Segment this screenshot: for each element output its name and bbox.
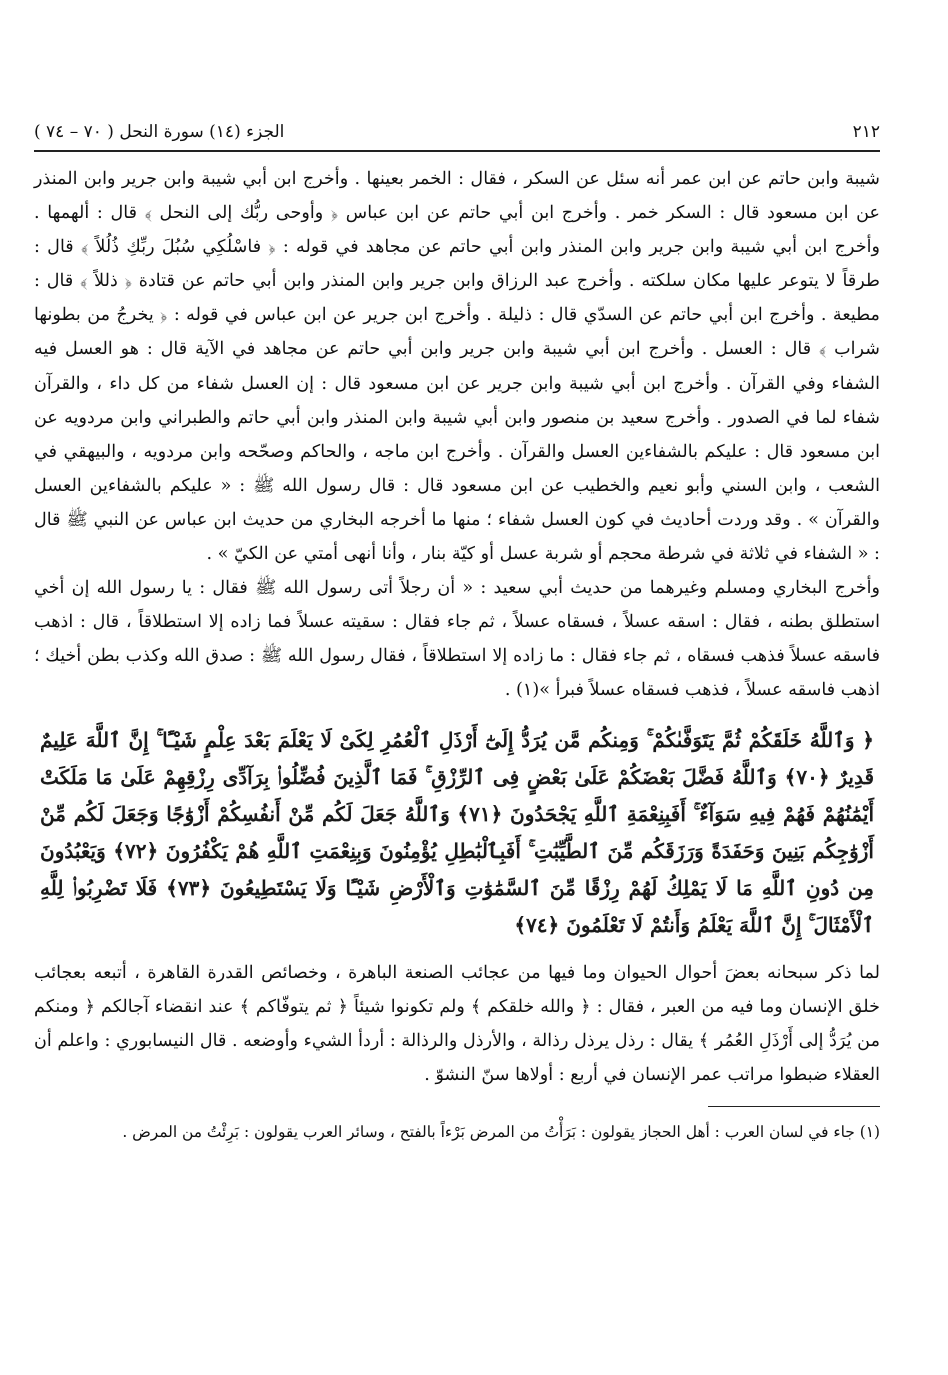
- footnote-rule: [708, 1106, 880, 1107]
- header-rule: [34, 150, 880, 152]
- footnote: (١) جاء في لسان العرب : أهل الحجاز يقولون : بَرَأْتُ من المرض بَرْءاً بالفتح ، وسائر العرب يقولون : بَرِئْتُ من المرض .: [122, 1122, 880, 1141]
- quran-verses: ﴿ وَٱللَّهُ خَلَقَكُمْ ثُمَّ يَتَوَفَّىٰكُمْ ۚ وَمِنكُم مَّن يُرَدُّ إِلَىٰٓ أَرْذَلِ ٱلْعُمُرِ لِكَىْ لَا يَعْلَمَ بَعْدَ عِلْمٍ شَيْـًٔا ۚ إِنَّ ٱللَّهَ عَلِيمٌ قَدِيرٌ ﴿٧٠﴾ وَٱللَّهُ فَضَّلَ بَعْضَكُمْ عَلَىٰ بَعْضٍ فِى ٱلرِّزْقِ ۚ فَمَا ٱلَّذِينَ فُضِّلُوا۟ بِرَآدِّى رِزْقِهِمْ عَلَىٰ مَا مَلَكَتْ أَيْمَٰنُهُمْ فَهُمْ فِيهِ سَوَآءٌ ۚ أَفَبِنِعْمَةِ ٱللَّهِ يَجْحَدُونَ ﴿٧١﴾ وَٱللَّهُ جَعَلَ لَكُم مِّنْ أَنفُسِكُمْ أَزْوَٰجًا وَجَعَلَ لَكُم مِّنْ أَزْوَٰجِكُم بَنِينَ وَحَفَدَةً وَرَزَقَكُم مِّنَ ٱلطَّيِّبَٰتِ ۚ أَفَبِٱلْبَٰطِلِ يُؤْمِنُونَ وَبِنِعْمَتِ ٱللَّهِ هُمْ يَكْفُرُونَ ﴿٧٢﴾ وَيَعْبُدُونَ مِن دُونِ ٱللَّهِ مَا لَا يَمْلِكُ لَهُمْ رِزْقًا مِّنَ ٱلسَّمَٰوَٰتِ وَٱلْأَرْضِ شَيْـًٔا وَلَا يَسْتَطِيعُونَ ﴿٧٣﴾ فَلَا تَضْرِبُوا۟ لِلَّهِ ٱلْأَمْثَالَ ۚ إِنَّ ٱللَّهَ يَعْلَمُ وَأَنتُمْ لَا تَعْلَمُونَ ﴿٧٤﴾: [40, 727, 874, 937]
- running-title: الجزء (١٤) سورة النحل ( ٧٠ – ٧٤ ): [34, 122, 285, 142]
- hadith-paragraph: وأخرج البخاري ومسلم وغيرهما من حديث أبي سعيد : « أن رجلاً أتى رسول الله ﷺ فقال : يا رسول الله إن أخي استطلق بطنه ، فقال : اسقه عسلاً ، فسقاه عسلاً ، ثم جاء فقال : سقيته عسلاً فما زاده إلا استطلاقاً ، قال : اذهب فاسقه عسلاً فذهب فسقاه ، ثم جاء فقال : ما زاده إلا استطلاقاً ، فقال رسول الله ﷺ : صدق الله وكذب بطن أخيك ؛ اذهب فاسقه عسلاً ، فذهب فسقاه عسلاً فبرأ »(١) .: [34, 578, 880, 701]
- body-paragraph: شيبة وابن حاتم عن ابن عمر أنه سئل عن السكر ، فقال : الخمر بعينها . وأخرج ابن أبي شيبة وابن جرير وابن المنذر عن ابن مسعود قال : السكر خمر . وأخرج ابن أبي حاتم عن ابن عباس ﴿ وأوحى ربُّك إلى النحل ﴾ قال : ألهمها . وأخرج ابن أبي شيبة وابن جرير وابن المنذر وابن أبي حاتم عن مجاهد في قوله : ﴿ فاسْلُكِي سُبُلَ ربِّكِ ذُلُلاً ﴾ قال : طرقاً لا يتوعر عليها مكان سلكته . وأخرج عبد الرزاق وابن جرير وابن المنذر وابن أبي حاتم عن قتادة ﴿ ذللاً ﴾ قال : مطيعة . وأخرج ابن أبي حاتم عن السدّي قال : ذليلة . وأخرج ابن جرير عن ابن عباس في قوله : ﴿ يخرجُ من بطونها شراب ﴾ قال : العسل . وأخرج ابن أبي شيبة وابن جرير وابن أبي حاتم عن مجاهد في الآية قال : هو العسل فيه الشفاء وفي القرآن . وأخرج ابن أبي شيبة وابن جرير عن ابن مسعود قال : إن العسل شفاء من كل داء ، والقرآن شفاء لما في الصدور . وأخرج سعيد بن منصور وابن أبي شيبة وابن المنذر وابن أبي حاتم والطبراني وابن مردويه عن ابن مسعود قال : عليكم بالشفاءين العسل والقرآن . وأخرج ابن ماجه ، والحاكم وصحّحه وابن مردويه ، والبيهقي في الشعب ، وابن السني وأبو نعيم والخطيب عن ابن مسعود قال : قال رسول الله ﷺ : « عليكم بالشفاءين العسل والقرآن » . وقد وردت أحاديث في كون العسل شفاء ؛ منها ما أخرجه البخاري من حديث ابن عباس عن النبي ﷺ قال : « الشفاء في ثلاثة في شرطة محجم أو شربة عسل أو كيّة بنار ، وأنا أنهى أمتي عن الكيّ » .: [34, 169, 881, 565]
- page-header: [34, 118, 880, 146]
- commentary-paragraph: لما ذكر سبحانه بعضَ أحوال الحيوان وما فيها من عجائب الصنعة الباهرة ، وخصائص القدرة القاهرة ، أتبعه بعجائب خلق الإنسان وما فيه من العبر ، فقال : ﴿ والله خلقكم ﴾ ولم تكونوا شيئاً ﴿ ثم يتوفّاكم ﴾ عند انقضاء آجالكم ﴿ ومنكم من يُرَدُّ إلى أَرْذَلِ العُمُر ﴾ يقال : رذل يرذل رذالة ، والأرذل والرذالة : أردأ الشيء وأوضعه . قال النيسابوري : واعلم أن العقلاء ضبطوا مراتب عمر الإنسان في أربع : أولاها سنّ النشوّ .: [34, 962, 880, 1085]
- page-number: ٢١٢: [852, 122, 880, 142]
- page-content: [34, 118, 880, 1145]
